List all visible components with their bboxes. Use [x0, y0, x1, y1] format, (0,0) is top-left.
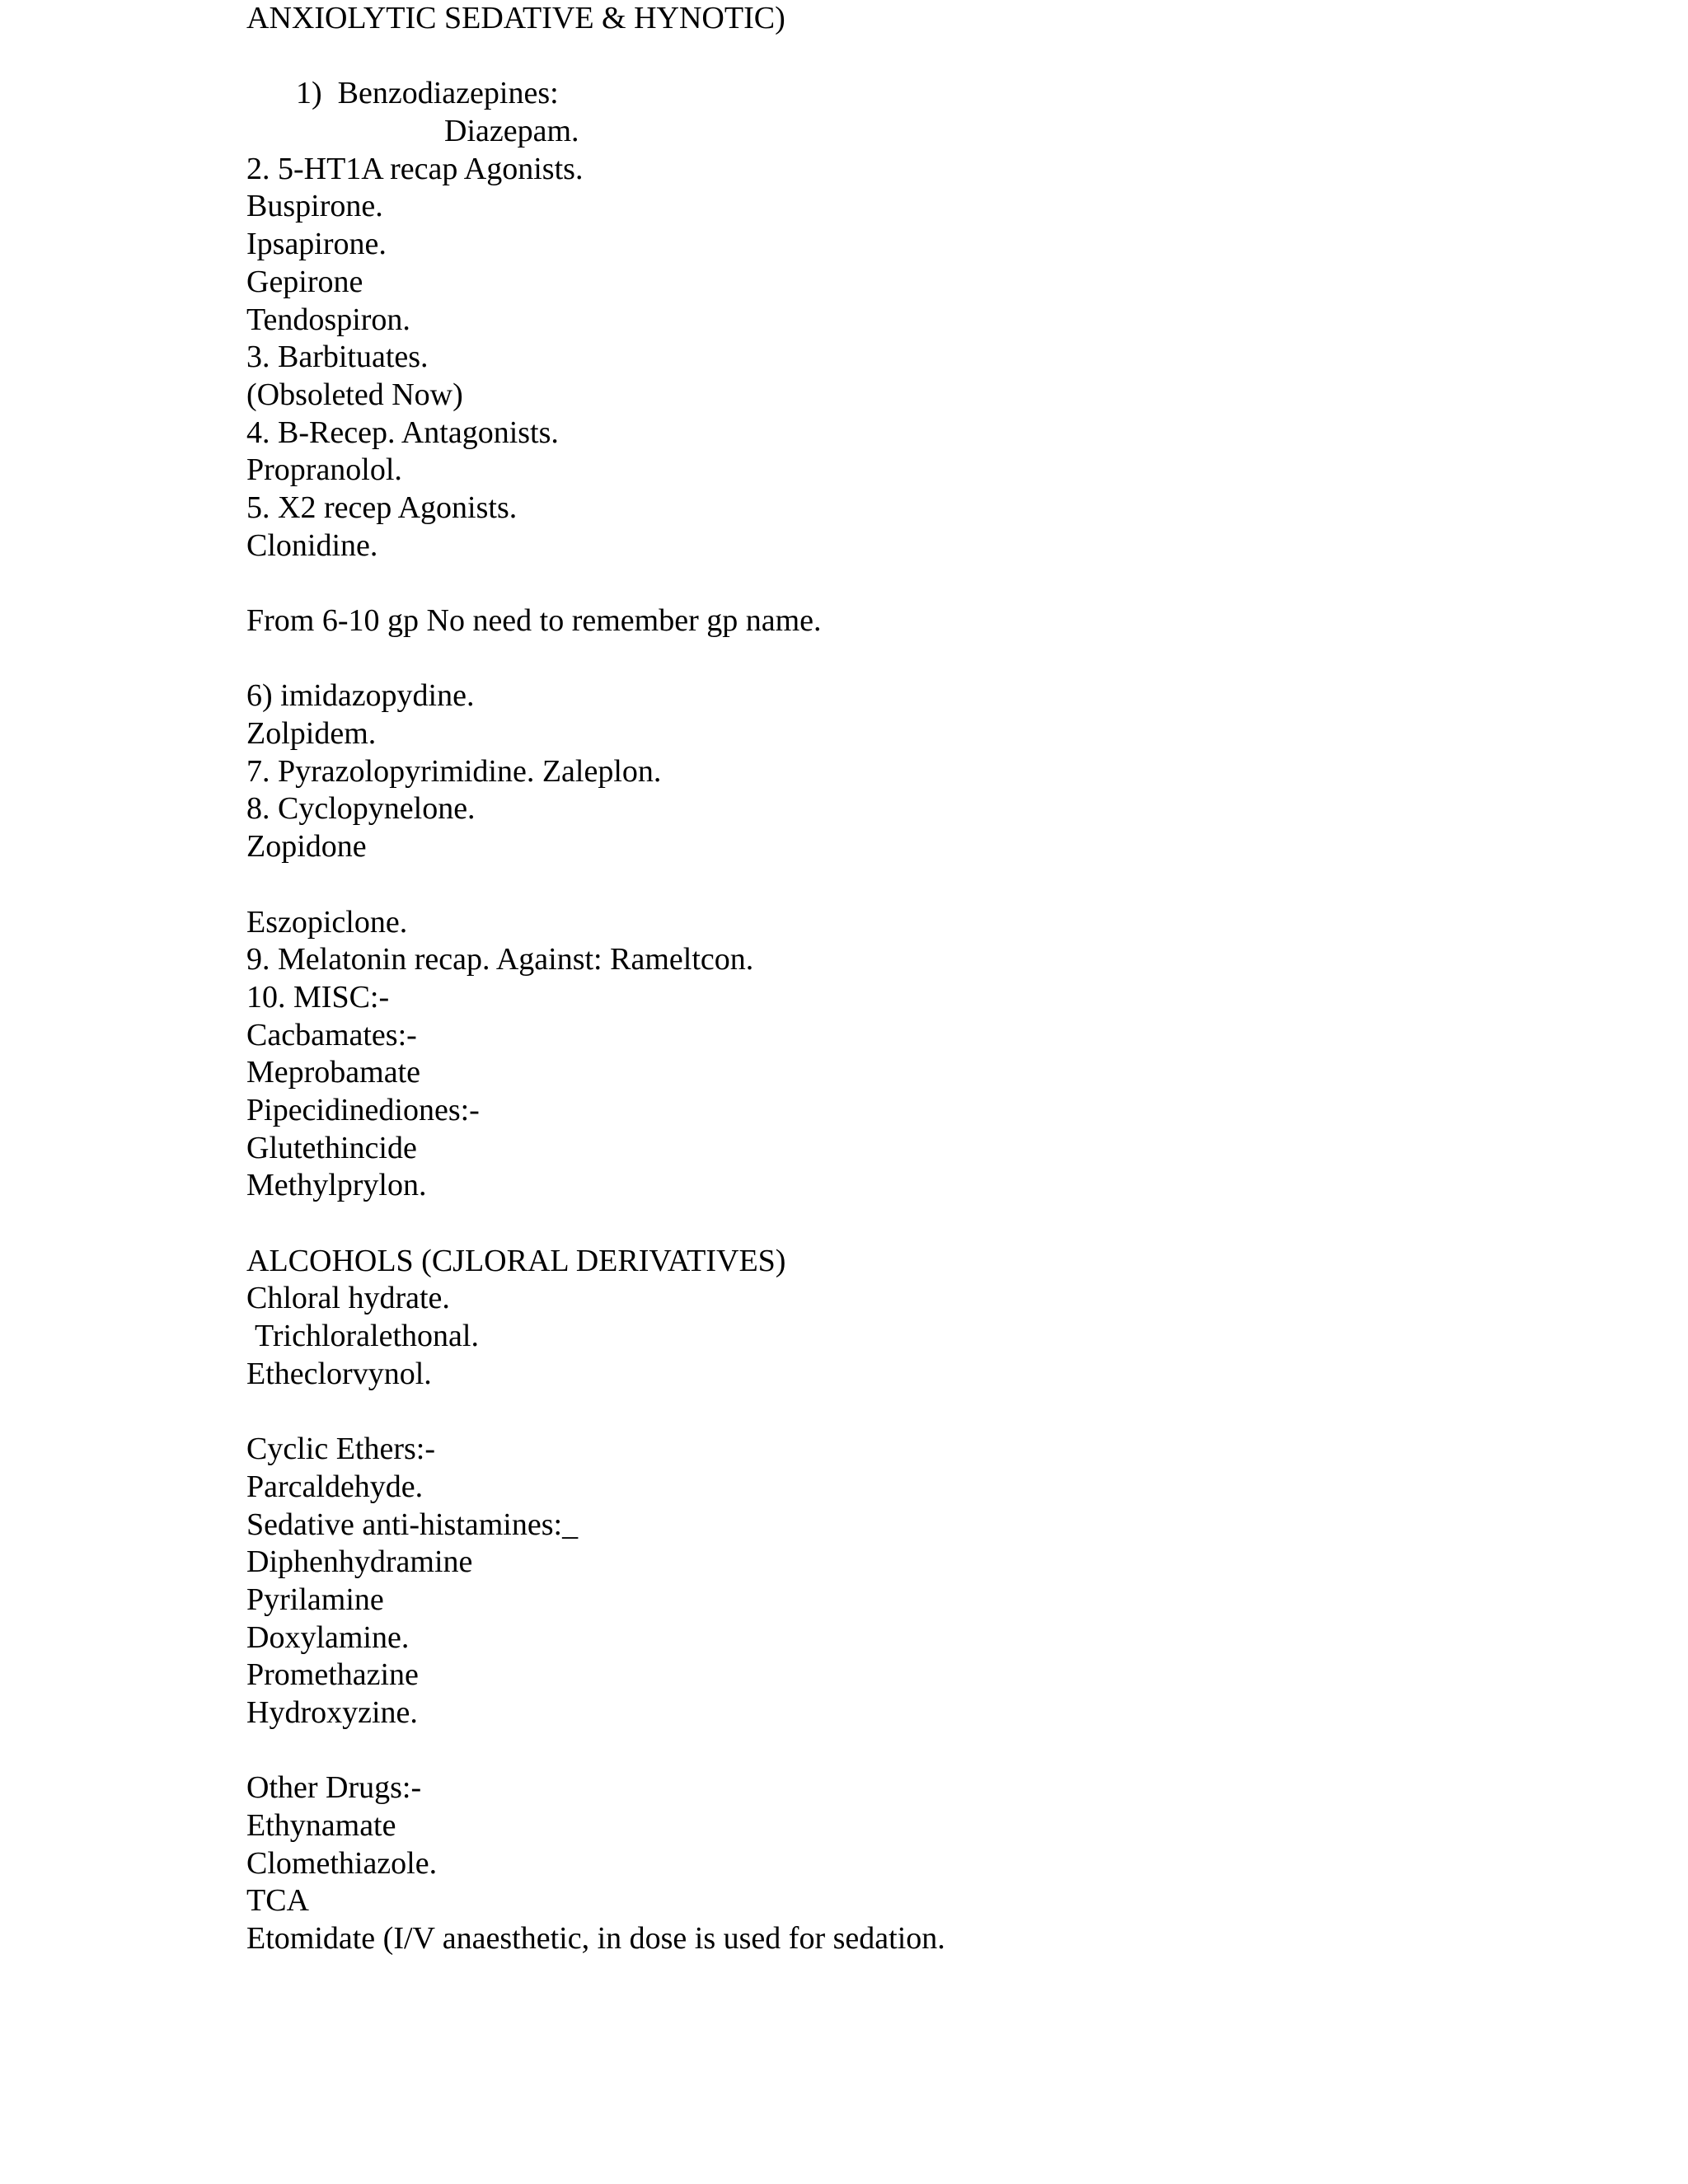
alcohols-item: Chloral hydrate. [246, 1281, 450, 1316]
antihistamine-item: Diphenhydramine [246, 1544, 473, 1580]
antihistamines-heading: Sedative anti-histamines:_ [246, 1507, 579, 1542]
group-10-heading: 10. MISC:- [246, 979, 390, 1015]
group-3-note: (Obsoleted Now) [246, 377, 463, 412]
group-3-heading: 3. Barbituates. [246, 340, 429, 375]
antihistamine-item: Pyrilamine [246, 1582, 384, 1617]
group-6-drug: Zolpidem. [246, 716, 377, 752]
group-2-drug: Gepirone [246, 264, 363, 299]
note-6-10: From 6-10 gp No need to remember gp name. [246, 603, 822, 638]
group-2-drug: Ipsapirone. [246, 227, 387, 262]
group-4-drug: Propranolol. [246, 452, 402, 488]
other-drugs-item: Clomethiazole. [246, 1845, 438, 1881]
other-drugs-item: Ethynamate [246, 1808, 396, 1843]
group-7-line: 7. Pyrazolopyrimidine. Zaleplon. [246, 753, 662, 789]
spacer [246, 1205, 1648, 1243]
eszopiclone-line: Eszopiclone. [246, 904, 408, 940]
group-6-heading: 6) imidazopydine. [246, 678, 475, 714]
antihistamine-item: Doxylamine. [246, 1619, 410, 1655]
document-title: ANXIOLYTIC SEDATIVE & HYNOTIC) [246, 1, 785, 35]
misc-line: Cacbamates:- [246, 1017, 417, 1052]
misc-line: Methylprylon. [246, 1168, 427, 1203]
group-1-drug: Diazepam. [444, 114, 579, 149]
spacer [246, 866, 1648, 904]
group-5-heading: 5. X2 recep Agonists. [246, 490, 518, 525]
misc-line: Meprobamate [246, 1055, 421, 1090]
group-2-heading: 2. 5-HT1A recap Agonists. [246, 151, 584, 186]
other-drugs-item: Etomidate (I/V anaesthetic, in dose is used for sedation. [246, 1921, 945, 1957]
cyclic-ethers-heading: Cyclic Ethers:- [246, 1432, 435, 1467]
group-2-drug: Tendospiron. [246, 302, 410, 337]
spacer [246, 640, 1648, 678]
other-drugs-item: TCA [246, 1883, 309, 1919]
document-body [246, 0, 1648, 1958]
misc-line: Pipecidinediones:- [246, 1092, 480, 1127]
group-8-drug: Zopidone [246, 829, 367, 865]
other-drugs-heading: Other Drugs:- [246, 1770, 422, 1806]
group-1-heading: 1) Benzodiazepines: [296, 76, 559, 111]
alcohols-heading: ALCOHOLS (CJLORAL DERIVATIVES) [246, 1243, 786, 1278]
spacer [246, 565, 1648, 602]
alcohols-item: Trichloralethonal. [255, 1319, 479, 1354]
spacer [246, 1393, 1648, 1431]
antihistamine-item: Promethazine [246, 1657, 419, 1693]
group-4-heading: 4. B-Recep. Antagonists. [246, 415, 559, 450]
antihistamine-item: Hydroxyzine. [246, 1694, 418, 1730]
alcohols-item: Etheclorvynol. [246, 1356, 432, 1391]
misc-line: Glutethincide [246, 1130, 417, 1165]
group-2-drug: Buspirone. [246, 189, 383, 224]
group-8-heading: 8. Cyclopynelone. [246, 791, 476, 827]
cyclic-ethers-item: Parcaldehyde. [246, 1469, 424, 1504]
spacer [246, 38, 1648, 76]
spacer [246, 1732, 1648, 1770]
group-5-drug: Clonidine. [246, 527, 378, 563]
group-9-line: 9. Melatonin recap. Against: Rameltcon. [246, 942, 754, 977]
